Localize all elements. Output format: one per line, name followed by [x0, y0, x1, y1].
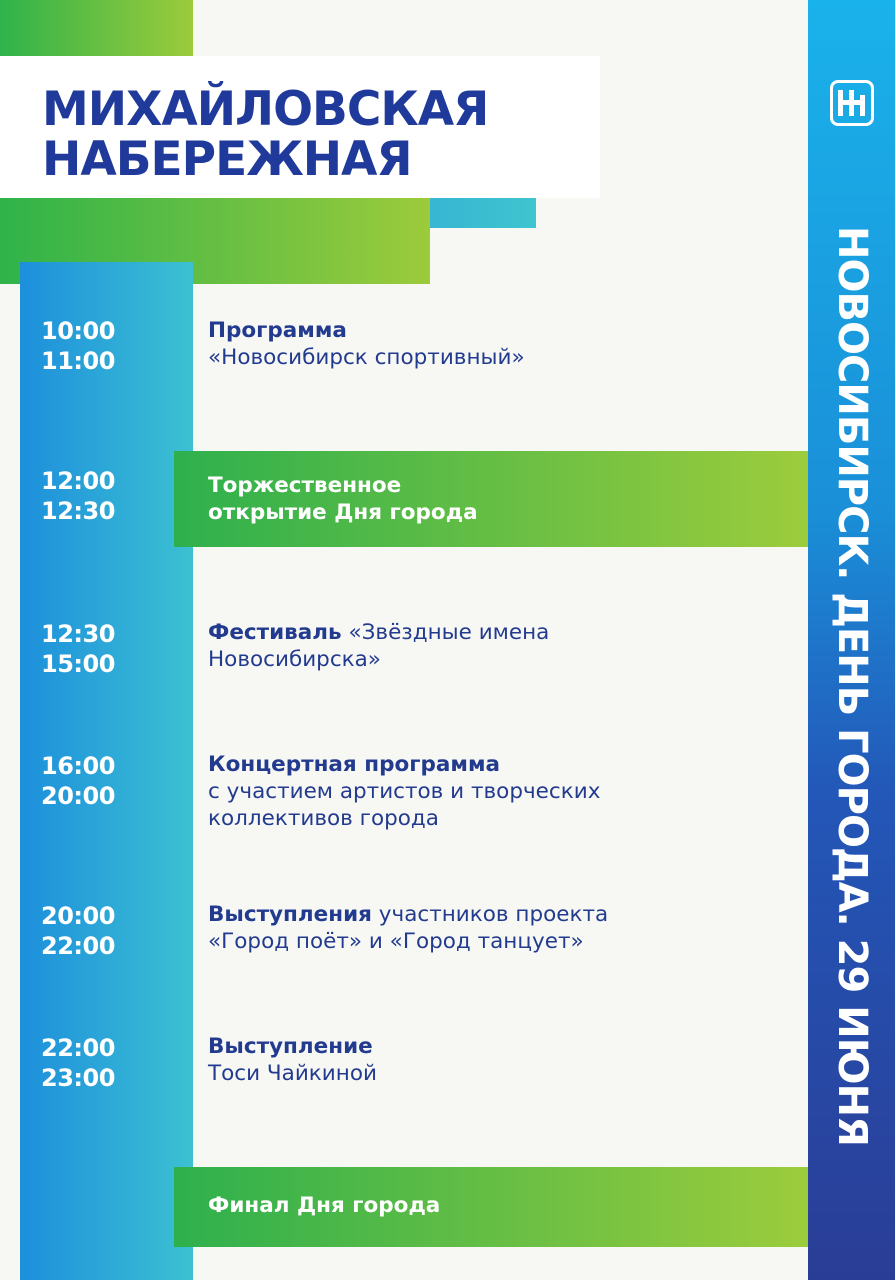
event-text: «Новосибирск спортивный» — [208, 345, 525, 370]
time-slot-2 — [41, 466, 115, 526]
event-3 — [208, 619, 788, 673]
nsk-logo-glyph — [834, 85, 870, 121]
event-4 — [208, 751, 788, 832]
event-title: Фестиваль — [208, 620, 342, 645]
event-7 — [208, 1192, 788, 1219]
time-start: 20:00 — [41, 902, 115, 930]
time-start: 10:00 — [41, 317, 115, 345]
event-title-2: открытие Дня города — [208, 500, 478, 525]
event-title: Концертная программа — [208, 752, 501, 777]
event-text-2: коллективов города — [208, 806, 439, 831]
time-start: 12:00 — [41, 467, 115, 495]
event-text-2: «Город поёт» и «Город танцует» — [208, 929, 584, 954]
time-end: 23:00 — [41, 1064, 115, 1092]
time-end: 22:00 — [41, 932, 115, 960]
event-title: Выступления — [208, 902, 372, 927]
time-start: 22:00 — [41, 1034, 115, 1062]
nsk-logo-icon — [830, 80, 874, 126]
event-text: с участием артистов и творческих — [208, 779, 601, 804]
event-2 — [208, 472, 788, 526]
event-title: Программа — [208, 318, 347, 343]
time-end: 12:30 — [41, 497, 115, 525]
event-title: Выступление — [208, 1034, 373, 1059]
page-title-line2: НАБЕРЕЖНАЯ — [42, 132, 412, 187]
time-start: 12:30 — [41, 620, 115, 648]
event-1 — [208, 317, 788, 371]
event-5 — [208, 901, 788, 955]
time-end: 11:00 — [41, 347, 115, 375]
decor-stripe-green-top — [0, 0, 193, 56]
time-slot-1 — [41, 316, 115, 376]
time-start: 16:00 — [41, 752, 115, 780]
time-slot-3 — [41, 619, 115, 679]
event-text: «Звёздные имена — [341, 620, 550, 645]
time-slot-6 — [41, 1033, 115, 1093]
event-title: Финал Дня города — [208, 1193, 441, 1218]
page-title-line1: МИХАЙЛОВСКАЯ — [42, 82, 489, 137]
side-vertical-caption: НОВОСИБИРСК. ДЕНЬ ГОРОДА. 29 ИЮНЯ — [829, 226, 875, 1146]
time-end: 15:00 — [41, 650, 115, 678]
event-text-2: Новосибирска» — [208, 647, 381, 672]
event-6 — [208, 1033, 788, 1087]
event-text: Тоси Чайкиной — [208, 1061, 377, 1086]
time-slot-4 — [41, 751, 115, 811]
time-end: 20:00 — [41, 782, 115, 810]
event-title: Торжественное — [208, 473, 402, 498]
event-text: участников проекта — [371, 902, 609, 927]
time-slot-5 — [41, 901, 115, 961]
